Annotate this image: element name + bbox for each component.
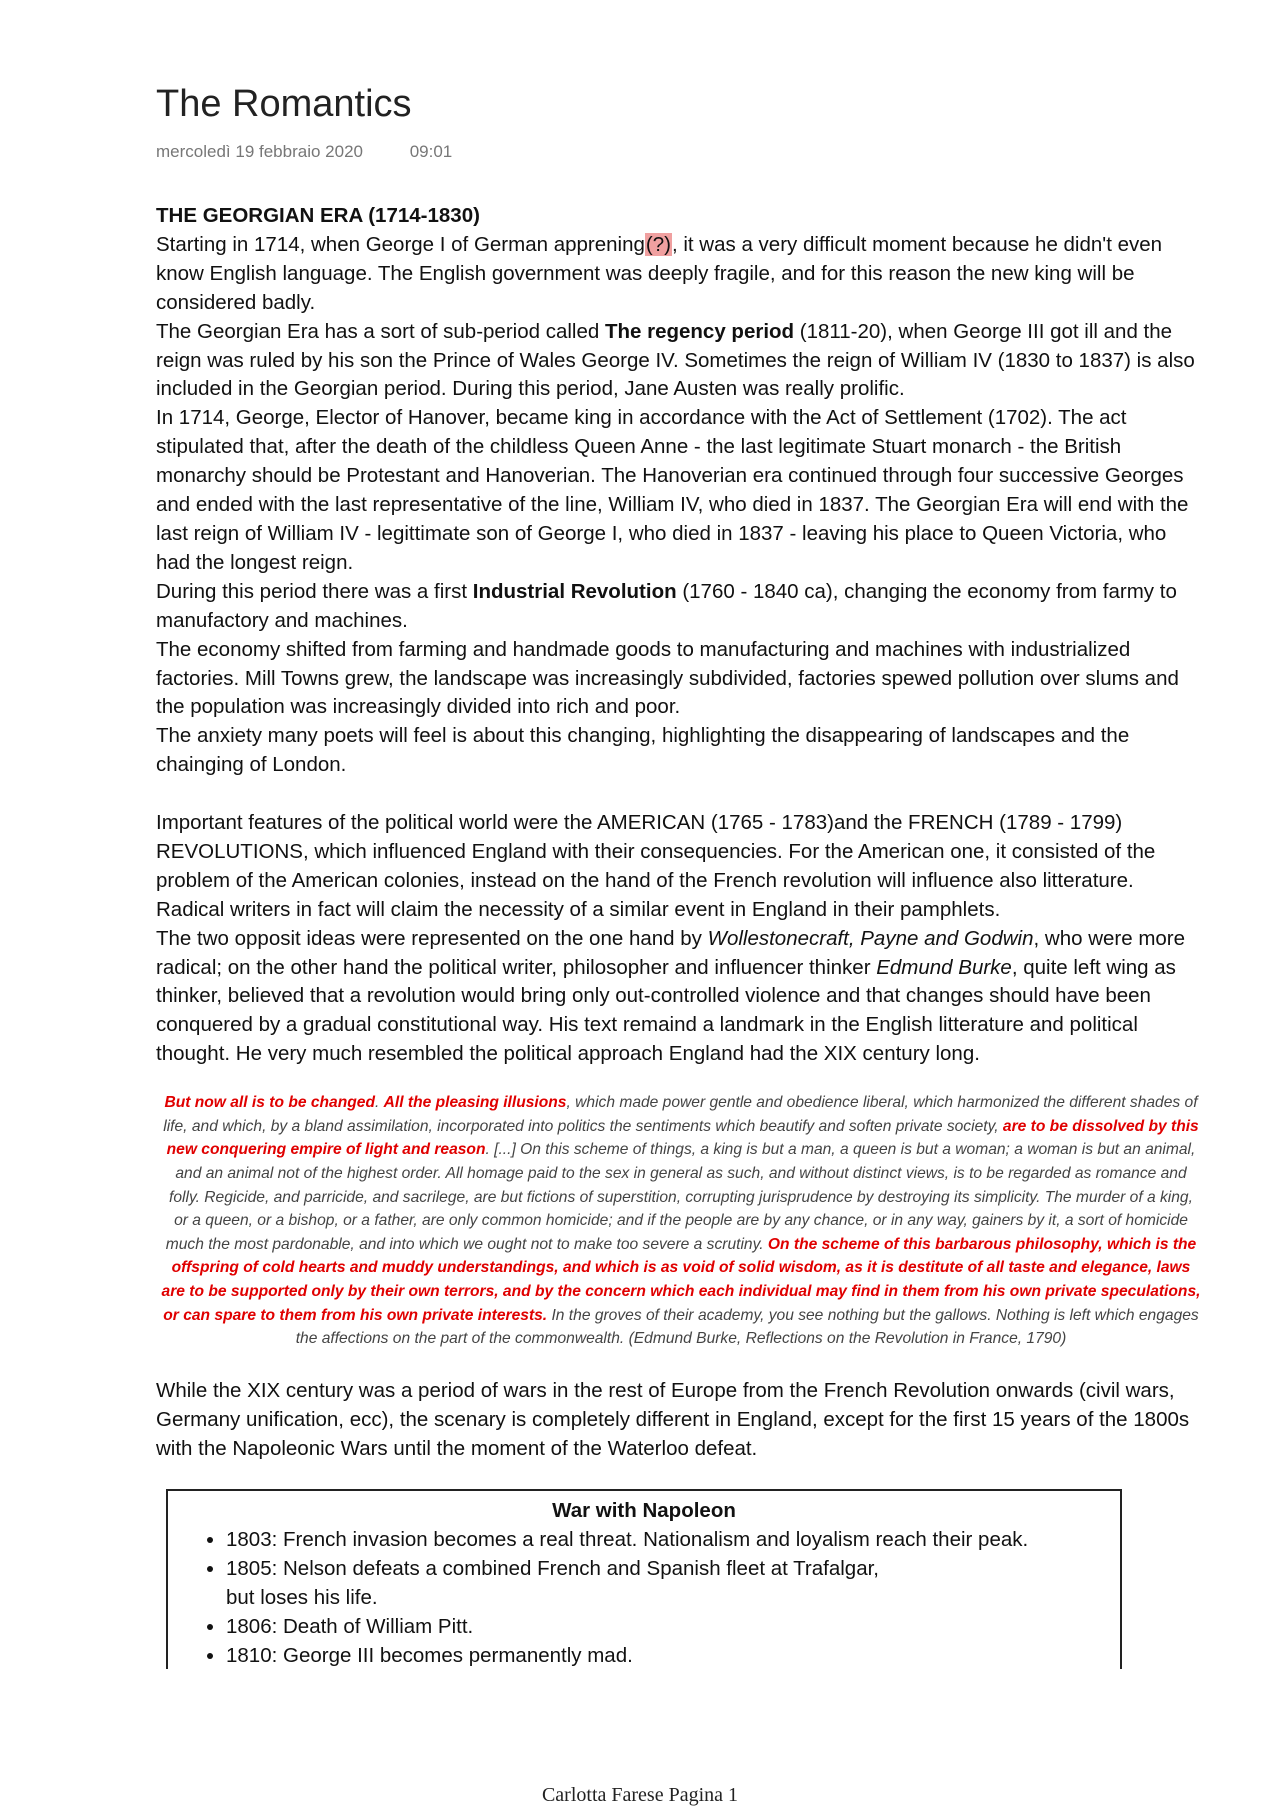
paragraph: The two opposit ideas were represented on the one hand by Wollestonecraft, Payne and Godwin, who were more radical; on the other hand the political writer, philosopher and influencer thinker Edmund Burke, quite left wing as thinker, believed that a revolution would bring only out-controlled violence and that changes should have been conquered by a gradual constitutional way. His text remaind a landmark in the English litterature and political thought. He very much resembled the political approach England had the XIX century long. — [156, 926, 1186, 1066]
page-title: The Romantics — [156, 83, 412, 125]
highlight-mark: (?) — [645, 232, 671, 256]
section-heading: THE GEORGIAN ERA (1714-1830) — [156, 204, 480, 227]
napoleon-box — [166, 1489, 1122, 1669]
note-content — [156, 78, 1206, 1669]
paragraph: Starting in 1714, when George I of German apprening(?), it was a very difficult moment because he didn't even know English language. The English government was deeply fragile, and for this reason the new king will be considered badly. — [156, 232, 1163, 314]
burke-quote: But now all is to be changed. All the pleasing illusions, which made power gentle and obedience liberal, which harmonized the different shades of life, and which, by a bland assimilation, incorporated into politics the sentiments which beautify and soften private society, are to be dissolved by this new conquering empire of light and reason. [...] On this scheme of things, a king is but a man, a queen is but a woman; a woman is but an animal, and an animal not of the highest order. All homage paid to the sex in general as such, and without distinct views, is to be regarded as romance and folly. Regicide, and parricide, and sacrilege, are but fictions of superstition, corrupting jurisprudence by destroying its simplicity. The murder of a king, or a queen, or a bishop, or a father, are only common homicide; and if the people are by any chance, or in any way, gainers by it, a sort of homicide much the most pardonable, and into which we ought not to make too severe a scrutiny. On the scheme of this barbarous philosophy, which is the offspring of cold hearts and muddy understandings, and which is as void of solid wisdom, as it is destitute of all taste and elegance, laws are to be supported only by their own terrors, and by the concern which each individual may find in them from his own private speculations, or can spare to them from his own private interests. In the groves of their academy, you see nothing but the gallows. Nothing is left which engages the affections on the part of the commonwealth. (Edmund Burke, Reflections on the Revolution in France, 1790) — [161, 1094, 1201, 1348]
paragraph: Important features of the political world were the AMERICAN (1765 - 1783)and the FRENCH (1789 - 1799) REVOLUTIONS, which influenced England with their consequencies. For the American one, it consisted of the problem of the American colonies, instead on the hand of the French revolution will influence also litterature. Radical writers in fact will claim the necessity of a similar event in England in their pamphlets. — [156, 811, 1156, 921]
note-time: 09:01 — [409, 142, 453, 161]
body-text — [156, 202, 1206, 1069]
note-date: mercoledì 19 febbraio 2020 — [156, 142, 363, 161]
paragraph: The Georgian Era has a sort of sub-period called The regency period (1811-20), when George III got ill and the reign was ruled by his son the Prince of Wales George IV. Sometimes the reign of William IV (1830 to 1837) is also included in the Georgian period. During this period, Jane Austen was really prolific. — [156, 319, 1195, 401]
paragraph: The anxiety many poets will feel is about this changing, highlighting the disappearing of landscapes and the chainging of London. — [156, 724, 1130, 777]
box-list — [184, 1526, 1104, 1669]
paragraph: While the XIX century was a period of wars in the rest of Europe from the French Revolution onwards (civil wars, Germany unification, ecc), the scenary is completely different in England, except for the first 15 years of the 1800s with the Napoleonic Wars until the moment of the Waterloo defeat. — [156, 1378, 1190, 1460]
page-footer: Carlotta Farese Pagina 1 — [541, 1784, 739, 1806]
list-item: • 1803: French invasion becomes a real threat. Nationalism and loyalism reach their peak. — [226, 1526, 1104, 1555]
list-item: • 1805: Nelson defeats a combined French and Spanish fleet at Trafalgar, but loses his life. — [226, 1555, 1104, 1613]
note-meta — [156, 142, 1206, 166]
box-title: War with Napoleon — [552, 1499, 736, 1523]
list-item: • 1810: George III becomes permanently mad. — [226, 1642, 1104, 1669]
paragraph: In 1714, George, Elector of Hanover, became king in accordance with the Act of Settlement (1702). The act stipulated that, after the death of the childless Queen Anne - the last legitimate Stuart monarch - the British monarchy should be Protestant and Hanoverian. The Hanoverian era continued through four successive Georges and ended with the last representative of the line, William IV, who died in 1837. The Georgian Era will end with the last reign of William IV - legittimate son of George I, who died in 1837 - leaving his place to Queen Victoria, who had the longest reign. — [156, 406, 1189, 574]
paragraph: The economy shifted from farming and handmade goods to manufacturing and machines with industrialized factories. Mill Towns grew, the landscape was increasingly subdivided, factories spewed pollution over slums and the population was increasingly divided into rich and poor. — [156, 637, 1179, 719]
list-item: • 1806: Death of William Pitt. — [226, 1613, 1104, 1642]
paragraph: During this period there was a first Industrial Revolution (1760 - 1840 ca), changing the economy from farmy to manufactory and machines. — [156, 579, 1177, 632]
